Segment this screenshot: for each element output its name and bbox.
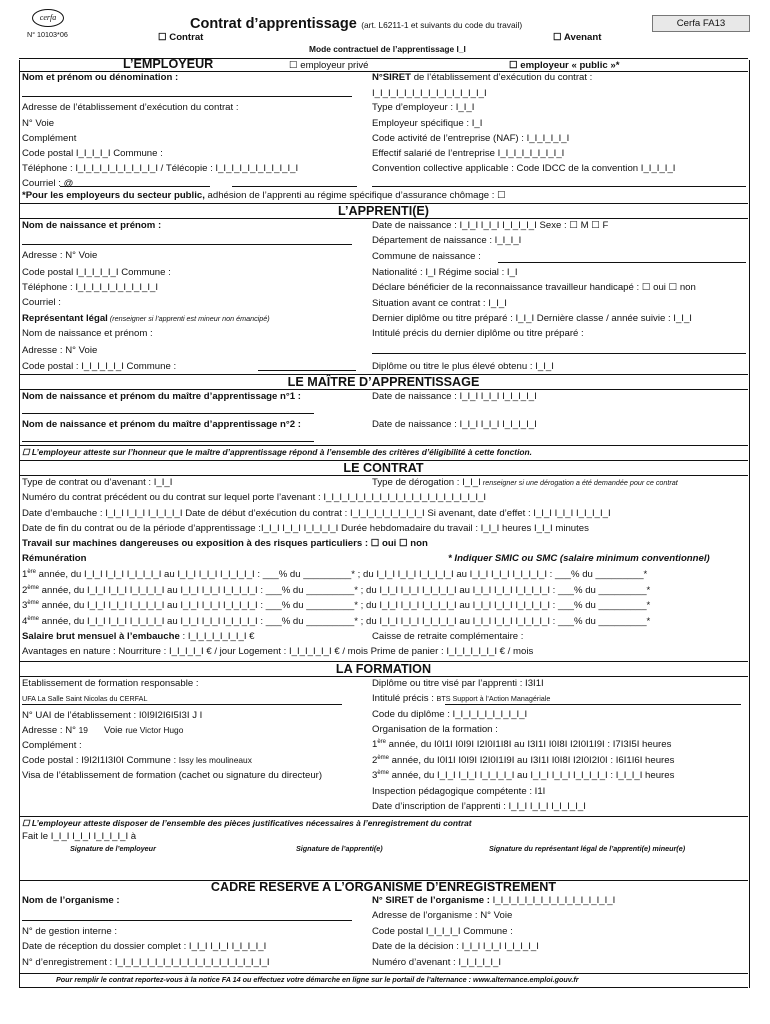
year-number: 3: [372, 770, 378, 782]
employeur-prive-checkbox[interactable]: ☐ employeur privé: [289, 60, 369, 71]
footer-note: Pour remplir le contrat reportez-vous à la notice FA 14 ou effectuez votre démarche en ligne sur le portail de l’alternance : www.alternance.emploi.gouv.fr: [56, 975, 579, 984]
organisme-right-field[interactable]: Numéro d’avenant : I_I_I_I_I_I: [372, 957, 502, 968]
apprenti-field-label: Code postal : I_I_I_I_I_I Commune :: [22, 361, 177, 372]
siret-input[interactable]: I_I_I_I_I_I_I_I_I_I_I_I_I_I_I: [372, 88, 487, 99]
section-organisme: CADRE RESERVE A L’ORGANISME D’ENREGISTREMENT: [210, 880, 557, 894]
apprenti-field-note: (renseigner si l’apprenti est mineur non émancipé): [107, 314, 270, 323]
apprenti-field: [22, 220, 161, 231]
dates-embauche[interactable]: Date d’embauche : I_I_I I_I_I I_I_I_I_I Date de début d’exécution du contrat : I_I_I_I_I_I_I_I_I_I Si avenant, date d’effet : I_I_I I_I_I I_I_I_I_I: [22, 508, 611, 519]
formation-year-row[interactable]: [372, 755, 674, 766]
organisme-nom: Nom de l’organisme :: [22, 895, 120, 906]
divider: [19, 445, 748, 446]
employeur-field[interactable]: Adresse de l’établissement d’exécution du contrat :: [22, 102, 239, 113]
year-number: 2: [372, 755, 378, 767]
apprenti-field[interactable]: [22, 328, 153, 339]
maitre1-label: Nom de naissance et prénom du maître d’apprentissage n°1 :: [22, 391, 301, 402]
maitre2-label: Nom de naissance et prénom du maître d’apprentissage n°2 :: [22, 419, 301, 430]
apprenti-field[interactable]: [22, 345, 97, 356]
cerfa-badge: Cerfa FA13: [652, 15, 750, 32]
remuneration-label: Rémunération: [22, 553, 87, 564]
fait-le[interactable]: Fait le I_I_I I_I_I I_I_I_I_I à: [22, 831, 137, 842]
public-note: *Pour les employeurs du secteur public, adhésion de l’apprenti au régime spécifique d’assurance chômage : ☐: [22, 190, 506, 201]
organisme-siret[interactable]: N° SIRET de l’organisme : I_I_I_I_I_I_I_I_I_I_I_I_I_I_I_I: [372, 895, 616, 906]
year-fields[interactable]: année, du I_I_I I_I_I I_I_I_I_I au I_I_I I_I_I I_I_I_I_I : I_I_I_I heures: [389, 770, 675, 782]
email-domain-line[interactable]: [232, 186, 357, 187]
uai[interactable]: N° UAI de l’établissement : I0I9I2I6I5I3I J I: [22, 710, 203, 721]
inspection[interactable]: Inspection pédagogique compétente : I1I: [372, 786, 546, 797]
year-number: 1: [22, 569, 28, 581]
intitule-line: [445, 704, 741, 705]
apprenti-right-field[interactable]: Situation avant ce contrat : I_I_I: [372, 298, 507, 309]
convention-line[interactable]: [372, 186, 746, 187]
avantages-nature[interactable]: Avantages en nature : Nourriture : I_I_I_I_I € / jour Logement : I_I_I_I_I_I € / mois Prime de panier : I_I_I_I_I_I_I € / mois: [22, 646, 534, 657]
signature-representant[interactable]: Signature du représentant légal de l’apprenti(e) mineur(e): [489, 844, 686, 853]
employeur-public-checkbox[interactable]: ☐ employeur « public »*: [509, 60, 620, 71]
year-suffix: ème: [27, 600, 40, 606]
rep-commune-line[interactable]: [258, 370, 356, 371]
apprenti-name-line[interactable]: [22, 244, 352, 245]
apprenti-right-field[interactable]: Nationalité : I_I Régime social : I_I: [372, 267, 518, 278]
apprenti-field[interactable]: [22, 267, 171, 278]
year-number: 4: [22, 616, 28, 628]
apprenti-field-label: Code postal I_I_I_I_I_I Commune :: [22, 267, 171, 278]
employeur-right-field[interactable]: Convention collective applicable : Code IDCC de la convention I_I_I_I_I: [372, 163, 676, 174]
maitre2-date[interactable]: Date de naissance : I_I_I I_I_I I_I_I_I_I: [372, 419, 537, 430]
divider: [19, 218, 748, 219]
year-number: 3: [22, 600, 28, 612]
apprenti-right-field[interactable]: Département de naissance : I_I_I_I: [372, 235, 522, 246]
section-formation: LA FORMATION: [335, 662, 432, 676]
page-title: Contrat d’apprentissage (art. L6211-1 et suivants du code du travail): [190, 16, 523, 32]
year-suffix: ème: [377, 770, 390, 776]
organisation-label: Organisation de la formation :: [372, 724, 498, 735]
year-suffix: ème: [27, 616, 40, 622]
year-fields[interactable]: année, du I0I1I I0I9I I2I0I1I9I au I3I1I I0I8I I2I0I2I0I : I6I1I6I heures: [389, 755, 675, 767]
maitre-attest-checkbox[interactable]: ☐ L’employeur atteste sur l’honneur que le maître d’apprentissage répond à l’ensemble des critères d’éligibilité à cette fonction.: [22, 447, 532, 457]
employeur-field[interactable]: Courriel : @: [22, 178, 74, 189]
contrat-checkbox[interactable]: ☐ Contrat: [158, 32, 204, 43]
apprenti-field[interactable]: [22, 250, 97, 261]
apprenti-field-label: Courriel :: [22, 297, 61, 308]
pieces-checkbox[interactable]: ☐ L’employeur atteste disposer de l’ensemble des pièces justificatives nécessaires à l’enregistrement du contrat: [22, 818, 472, 828]
maitre1-date[interactable]: Date de naissance : I_I_I I_I_I I_I_I_I_I: [372, 391, 537, 402]
apprenti-right-field[interactable]: Diplôme ou titre le plus élevé obtenu : I_I_I: [372, 361, 554, 372]
employeur-right-field[interactable]: Employeur spécifique : I_I: [372, 118, 483, 129]
year-suffix: ère: [27, 569, 37, 575]
apprenti-field[interactable]: [22, 361, 176, 372]
section-apprenti: L’APPRENTI(E): [338, 204, 429, 218]
divider: [19, 676, 748, 677]
organisme-right-field[interactable]: Date de la décision : I_I_I I_I_I I_I_I_I_I: [372, 941, 539, 952]
apprenti-field: [22, 313, 270, 324]
type-contrat[interactable]: Type de contrat ou d’avenant : I_I_I: [22, 477, 173, 488]
section-employeur: L’EMPLOYEUR: [123, 57, 214, 71]
maitre1-line[interactable]: [22, 413, 314, 414]
apprenti-field-label: Téléphone : I_I_I_I_I_I_I_I_I_I_I: [22, 282, 159, 293]
remuneration-year-row[interactable]: [22, 569, 647, 580]
avenant-checkbox[interactable]: ☐ Avenant: [553, 32, 602, 43]
caisse-retraite[interactable]: Caisse de retraite complémentaire :: [372, 631, 524, 642]
apprenti-field-label: Représentant légal: [22, 313, 108, 324]
employeur-field[interactable]: Code postal I_I_I_I_I Commune :: [22, 148, 163, 159]
employeur-right-field[interactable]: Effectif salarié de l’entreprise I_I_I_I_I_I_I_I_I: [372, 148, 565, 159]
organisme-left-field[interactable]: N° de gestion interne :: [22, 926, 118, 937]
diplome-vise[interactable]: Diplôme ou titre visé par l’apprenti : I3I1I: [372, 678, 544, 689]
apprenti-field-label: Adresse : N° Voie: [22, 250, 98, 261]
apprenti-right-field[interactable]: Date de naissance : I_I_I I_I_I I_I_I_I_I Sexe : ☐ M ☐ F: [372, 220, 609, 231]
apprenti-field-label: Nom de naissance et prénom :: [22, 328, 153, 339]
year-suffix: ère: [377, 739, 387, 745]
organisme-nom-line[interactable]: [22, 920, 352, 921]
divider: [19, 389, 748, 390]
remuneration-year-row[interactable]: [22, 600, 650, 611]
year-fields[interactable]: année, du I0I1I I0I9I I2I0I1I8I au I3I1I I0I8I I2I0I1I9I : I7I3I5I heures: [386, 739, 672, 751]
apprenti-right-field[interactable]: Intitulé précis du dernier diplôme ou titre préparé :: [372, 328, 584, 339]
etablissement-value[interactable]: UFA La Salle Saint Nicolas du CERFAL: [22, 694, 148, 703]
employeur-field: Nom et prénom ou dénomination :: [22, 72, 179, 83]
remuneration-year-row[interactable]: [22, 585, 650, 596]
code-diplome[interactable]: Code du diplôme : I_I_I_I_I_I_I_I_I_I: [372, 709, 528, 720]
formation-year-row[interactable]: [372, 770, 674, 781]
maitre2-line[interactable]: [22, 441, 314, 442]
apprenti-field-label: Adresse : N° Voie: [22, 345, 98, 356]
name-line[interactable]: [22, 96, 352, 97]
mode-contractuel[interactable]: Mode contractuel de l’apprentissage I_I: [309, 44, 466, 54]
etablissement-label: Etablissement de formation responsable :: [22, 678, 199, 689]
year-suffix: ème: [27, 585, 40, 591]
year-number: 2: [22, 585, 28, 597]
apprenti-field[interactable]: [22, 297, 61, 308]
employeur-right-field[interactable]: Code activité de l’entreprise (NAF) : I_I_I_I_I_I: [372, 133, 570, 144]
formation-year-row[interactable]: [372, 739, 671, 750]
employeur-right-field[interactable]: Type d’employeur : I_I_I: [372, 102, 475, 113]
date-inscription[interactable]: Date d’inscription de l’apprenti : I_I_I I_I_I I_I_I_I_I: [372, 801, 586, 812]
section-maitre: LE MAÎTRE D’APPRENTISSAGE: [287, 375, 480, 389]
apprenti-field[interactable]: [22, 282, 158, 293]
year-fields[interactable]: année, du I_I_I I_I_I I_I_I_I_I au I_I_I I_I_I I_I_I_I_I : ___% du _________* ; du I_I_I I_I_I I_I_I_I_I au I_I_I I_I_I I_I_I_I_I : ___% du _________*: [39, 616, 651, 628]
type-derogation[interactable]: Type de dérogation : I_I_I renseigner si une dérogation a été demandée pour ce contrat: [372, 477, 678, 488]
apprenti-right-field[interactable]: Commune de naissance :: [372, 251, 481, 262]
email-line[interactable]: [60, 186, 210, 187]
smic-note: * Indiquer SMIC ou SMC (salaire minimum conventionnel): [448, 553, 710, 564]
employeur-field[interactable]: Complément: [22, 133, 77, 144]
siret-label: N°SIRET de l’établissement d’exécution du contrat :: [372, 72, 593, 83]
divider: [19, 475, 748, 476]
organisme-right-field[interactable]: Code postal I_I_I_I_I Commune :: [372, 926, 513, 937]
cerfa-logo: cerfa: [32, 9, 64, 27]
year-suffix: ème: [377, 755, 390, 761]
date-fin[interactable]: Date de fin du contrat ou de la période d’apprentissage :I_I_I I_I_I I_I_I_I_I Durée hebdomadaire du travail : I_I_I heures I_I_I minutes: [22, 523, 589, 534]
numero-contrat[interactable]: Numéro du contrat précédent ou du contrat sur lequel porte l’avenant : I_I_I_I_I_I_I_I_I_I_I_I_I_I_I_I_I_I_I_I_I: [22, 492, 487, 503]
apprenti-field-label: Nom de naissance et prénom :: [22, 220, 162, 231]
intitule-precis[interactable]: Intitulé précis : BTS Support à l’Action Managériale: [372, 693, 551, 704]
formation-complement[interactable]: Complément :: [22, 740, 82, 751]
employeur-field[interactable]: N° Voie: [22, 118, 55, 129]
year-fields[interactable]: année, du I_I_I I_I_I I_I_I_I_I au I_I_I I_I_I I_I_I_I_I : ___% du _________* ; du I_I_I I_I_I I_I_I_I_I au I_I_I I_I_I I_I_I_I_I : ___% du _________*: [36, 569, 648, 581]
organisme-left-field[interactable]: N° d’enregistrement : I_I_I_I_I_I_I_I_I_I_I_I_I_I_I_I_I_I_I_I: [22, 957, 270, 968]
signature-employeur[interactable]: Signature de l’employeur: [70, 844, 156, 853]
organisme-left-field[interactable]: Date de réception du dossier complet : I_I_I I_I_I I_I_I_I_I: [22, 941, 267, 952]
year-number: 1: [372, 739, 378, 751]
organisme-right-field[interactable]: Adresse de l’organisme : N° Voie: [372, 910, 513, 921]
apprenti-right-field[interactable]: Déclare bénéficier de la reconnaissance travailleur handicapé : ☐ oui ☐ non: [372, 282, 696, 293]
formation-cp[interactable]: Code postal : I9I2I1I3I0I Commune : Issy les moulineaux: [22, 755, 252, 766]
visa-label: Visa de l’établissement de formation (cachet ou signature du directeur): [22, 770, 323, 781]
year-fields[interactable]: année, du I_I_I I_I_I I_I_I_I_I au I_I_I I_I_I I_I_I_I_I : ___% du _________* ; du I_I_I I_I_I I_I_I_I_I au I_I_I I_I_I I_I_I_I_I : ___% du _________*: [39, 600, 651, 612]
commune-naissance-line[interactable]: [498, 262, 746, 263]
section-contrat: LE CONTRAT: [343, 461, 424, 475]
intitule-line[interactable]: [372, 353, 746, 354]
remuneration-year-row[interactable]: [22, 616, 650, 627]
employeur-field[interactable]: Téléphone : I_I_I_I_I_I_I_I_I_I_I / Télécopie : I_I_I_I_I_I_I_I_I_I_I: [22, 163, 299, 174]
etablissement-line: [22, 704, 342, 705]
apprenti-right-field[interactable]: Dernier diplôme ou titre préparé : I_I_I Dernière classe / année suivie : I_I_I: [372, 313, 692, 324]
year-fields[interactable]: année, du I_I_I I_I_I I_I_I_I_I au I_I_I I_I_I I_I_I_I_I : ___% du _________* ; du I_I_I I_I_I I_I_I_I_I au I_I_I I_I_I I_I_I_I_I : ___% du _________*: [39, 585, 651, 597]
form-number: N° 10103*06: [27, 30, 68, 39]
signature-apprenti[interactable]: Signature de l’apprenti(e): [296, 844, 383, 853]
salaire-brut[interactable]: Salaire brut mensuel à l’embauche : I_I_I_I_I_I_I_I €: [22, 631, 255, 642]
formation-adresse[interactable]: Adresse : N° 19 Voie rue Victor Hugo: [22, 725, 184, 736]
machines-dangereuses[interactable]: Travail sur machines dangereuses ou exposition à des risques particuliers : ☐ oui ☐ non: [22, 538, 428, 549]
divider: [19, 816, 748, 817]
